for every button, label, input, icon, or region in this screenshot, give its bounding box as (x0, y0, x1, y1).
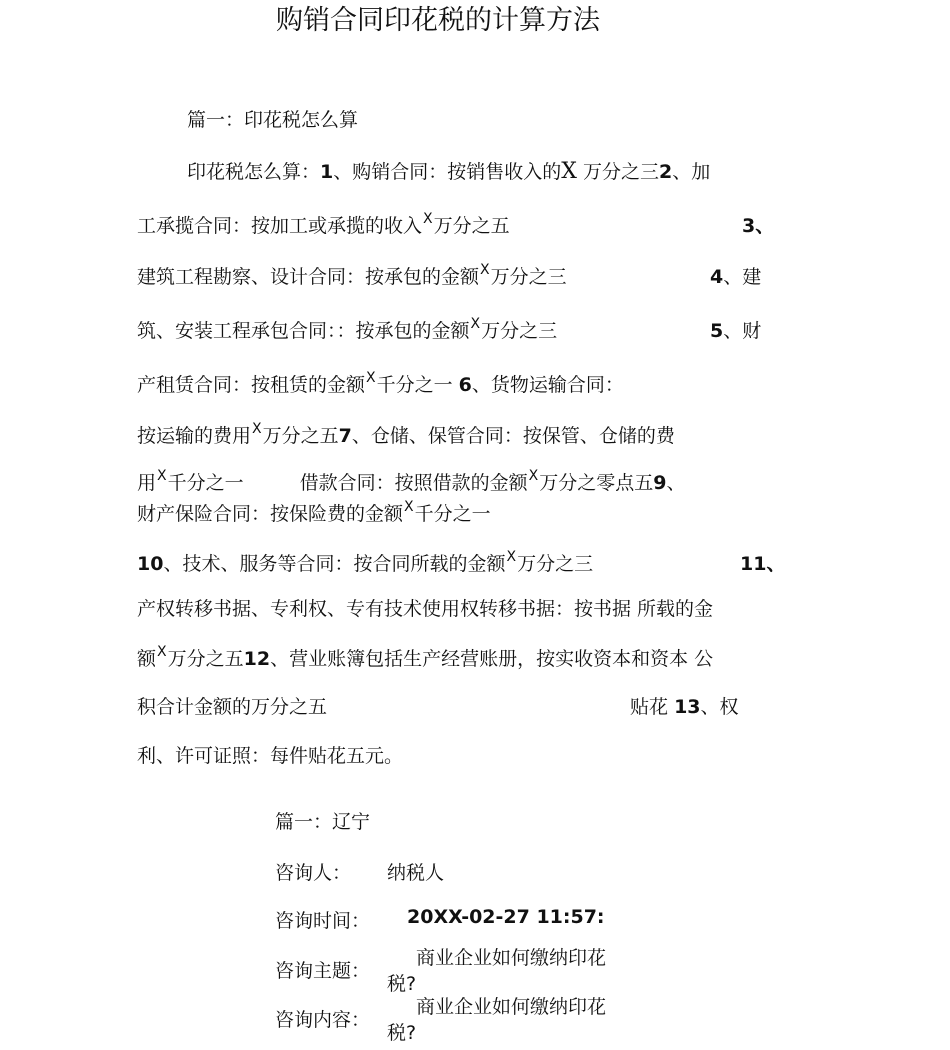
consult-time-label: 咨询时间： (275, 910, 371, 932)
consult-subject-value-line1: 商业企业如何缴纳印花 (416, 947, 607, 969)
paragraph-line: 工承揽合同：按加工或承揽的收入$^X$万分之五 (137, 211, 510, 237)
paragraph-line: 印花税怎么算：1、购销合同：按销售收入的X 万分之三2、加 (187, 159, 711, 184)
consult-time-value: 20XX-02-27 11:57: (407, 906, 605, 928)
paragraph-line: 10、技术、服务等合同：按合同所载的金额$^X$万分之三 (137, 549, 594, 575)
document-title: 购销合同印花税的计算方法 (276, 5, 600, 36)
paragraph-line: 积合计金额的万分之五 (137, 696, 328, 718)
consult-content-label: 咨询内容： (275, 1009, 371, 1031)
paragraph-line: 额$^X$万分之五12、营业账簿包括生产经营账册，按实收资本和资本 公 (137, 644, 714, 670)
consult-person-value: 纳税人 (387, 862, 445, 884)
section-heading: 篇一：印花税怎么算 (187, 109, 359, 131)
paragraph-line: 利、许可证照：每件贴花五元。 (137, 745, 404, 767)
consult-content-value-line2: 税? (387, 1022, 417, 1044)
paragraph-line: 建筑工程勘察、设计合同：按承包的金额$^X$万分之三 (137, 262, 567, 288)
paragraph-line: 财产保险合同：按保险费的金额$^X$千分之一 (137, 499, 491, 525)
paragraph-line: 筑、安装工程承包合同：：按承包的金额$^X$万分之三 (137, 316, 558, 342)
consult-subject-value-line2: 税? (387, 973, 417, 995)
paragraph-line-tail: 5、财 (710, 320, 762, 342)
consult-subject-label: 咨询主题： (275, 960, 371, 982)
paragraph-line: 产租赁合同：按租赁的金额$^X$千分之一 6、货物运输合同： (137, 370, 624, 396)
paragraph-line: 产权转移书据、专利权、专有技术使用权转移书据：按书据 所载的金 (137, 598, 714, 620)
paragraph-line-tail: 4、建 (710, 266, 762, 288)
consult-content-value-line1: 商业企业如何缴纳印花 (416, 996, 607, 1018)
section-heading: 篇一：辽宁 (275, 811, 371, 833)
paragraph-line: 按运输的费用$^X$万分之五7、仓储、保管合同：按保管、仓储的费 (137, 421, 675, 447)
consult-person-label: 咨询人： (275, 862, 352, 884)
paragraph-line: 用$^X$千分之一 借款合同：按照借款的金额$^X$万分之零点五9、 (137, 468, 686, 494)
paragraph-line-tail: 11、 (740, 553, 786, 575)
paragraph-line-tail: 贴花 13、权 (630, 696, 739, 718)
paragraph-line-tail: 3、 (742, 215, 775, 237)
